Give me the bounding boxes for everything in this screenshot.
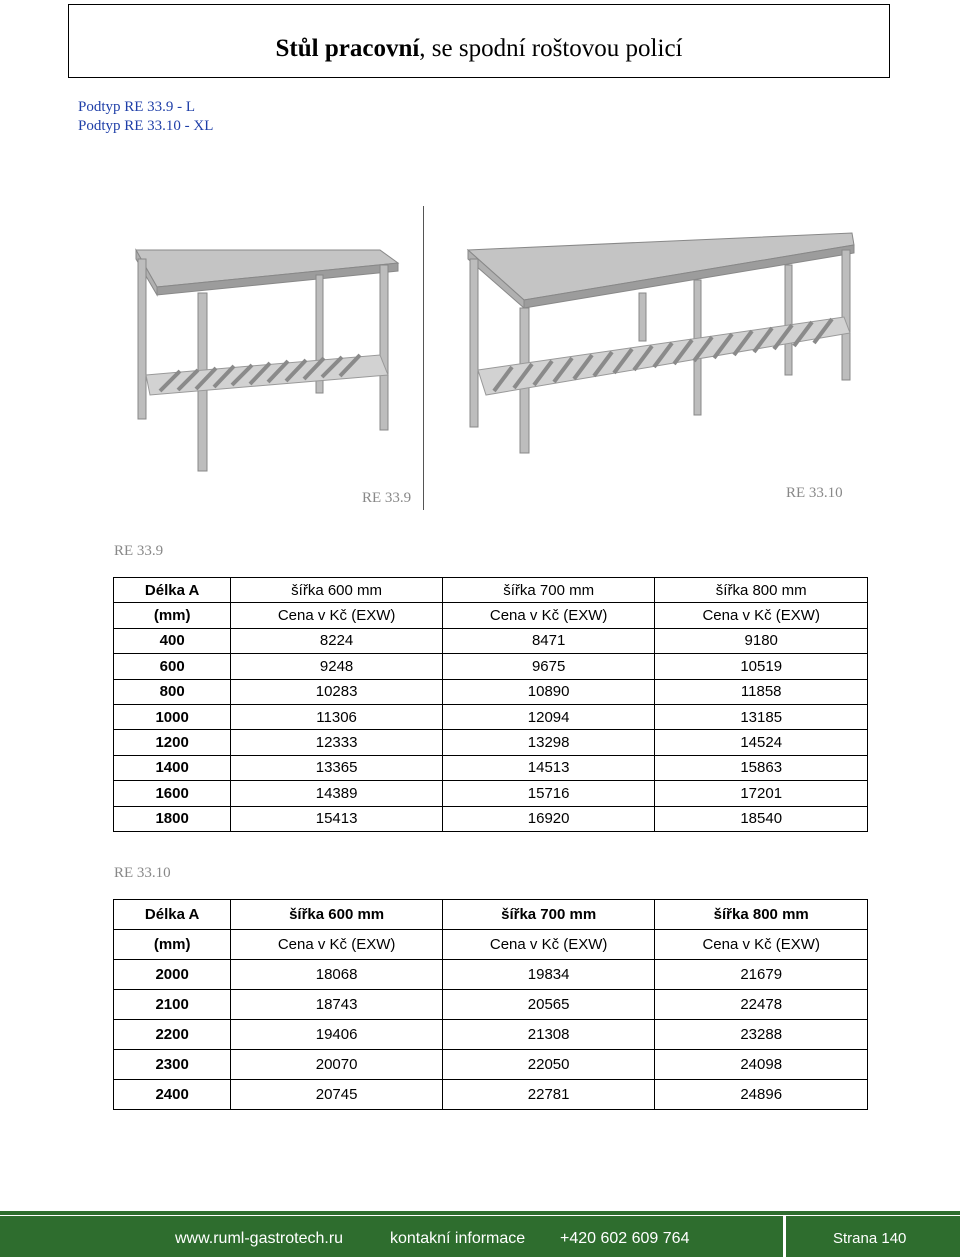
- title-bold: Stůl pracovní: [275, 35, 420, 62]
- page-number: Strana 140: [833, 1230, 907, 1247]
- price-cell: 18068: [231, 960, 443, 990]
- price-cell: 24098: [655, 1050, 868, 1080]
- table-row: [114, 704, 868, 729]
- price-cell: 11306: [231, 704, 443, 729]
- header-cell: (mm): [114, 603, 231, 628]
- section-label-re339: RE 33.9: [114, 543, 164, 559]
- table-row: [114, 628, 868, 653]
- header-cell: Cena v Kč (EXW): [655, 603, 868, 628]
- footer: [0, 1211, 960, 1257]
- price-cell: 16920: [442, 806, 655, 831]
- length-cell: 1000: [114, 704, 231, 729]
- table-row: [114, 679, 868, 704]
- table-row: [114, 806, 868, 831]
- title-rest: , se spodní roštovou policí: [419, 35, 683, 62]
- footer-website-link[interactable]: www.ruml-gastrotech.ru: [175, 1230, 344, 1247]
- header-cell: šířka 600 mm: [231, 578, 443, 603]
- price-cell: 23288: [655, 1020, 868, 1050]
- table-row: [114, 654, 868, 679]
- table-row: [114, 755, 868, 780]
- table-row: [114, 730, 868, 755]
- header-cell: Cena v Kč (EXW): [231, 930, 443, 960]
- price-cell: 10283: [231, 679, 443, 704]
- table-large-image: [462, 225, 857, 455]
- price-cell: 15863: [655, 755, 868, 780]
- price-cell: 22478: [655, 990, 868, 1020]
- price-cell: 21308: [442, 1020, 655, 1050]
- table-header-row: [114, 603, 868, 628]
- footer-contact-label: kontakní informace: [390, 1230, 526, 1247]
- price-cell: 10519: [655, 654, 868, 679]
- footer-rule: [0, 1211, 960, 1215]
- price-cell: 19834: [442, 960, 655, 990]
- table-small-image: [130, 235, 405, 475]
- length-cell: 1800: [114, 806, 231, 831]
- table-row: [114, 960, 868, 990]
- table-row: [114, 1020, 868, 1050]
- header-cell: Délka A: [114, 900, 231, 930]
- header-cell: Cena v Kč (EXW): [655, 930, 868, 960]
- length-cell: 2300: [114, 1050, 231, 1080]
- section-label-re3310: RE 33.10: [114, 865, 171, 881]
- table-row: [114, 1080, 868, 1110]
- price-cell: 14524: [655, 730, 868, 755]
- price-cell: 13298: [442, 730, 655, 755]
- header-cell: šířka 800 mm: [655, 578, 868, 603]
- footer-page-box: [786, 1216, 960, 1257]
- price-cell: 10890: [442, 679, 655, 704]
- price-cell: 21679: [655, 960, 868, 990]
- length-cell: 2200: [114, 1020, 231, 1050]
- price-cell: 9248: [231, 654, 443, 679]
- length-cell: 1200: [114, 730, 231, 755]
- price-cell: 12333: [231, 730, 443, 755]
- header-cell: šířka 700 mm: [442, 900, 655, 930]
- image-divider: [423, 206, 424, 510]
- price-cell: 22781: [442, 1080, 655, 1110]
- length-cell: 2000: [114, 960, 231, 990]
- price-cell: 14389: [231, 781, 443, 806]
- price-cell: 13185: [655, 704, 868, 729]
- price-cell: 11858: [655, 679, 868, 704]
- header-cell: (mm): [114, 930, 231, 960]
- price-cell: 17201: [655, 781, 868, 806]
- price-cell: 12094: [442, 704, 655, 729]
- price-cell: 8224: [231, 628, 443, 653]
- price-table-re339: [113, 577, 868, 832]
- footer-contact-bar: [0, 1216, 783, 1257]
- table-row: [114, 990, 868, 1020]
- length-cell: 1400: [114, 755, 231, 780]
- table-row: [114, 1050, 868, 1080]
- price-cell: 20745: [231, 1080, 443, 1110]
- price-cell: 20070: [231, 1050, 443, 1080]
- table-row: [114, 781, 868, 806]
- price-cell: 15413: [231, 806, 443, 831]
- price-cell: 14513: [442, 755, 655, 780]
- table-header-row: [114, 930, 868, 960]
- header-cell: šířka 600 mm: [231, 900, 443, 930]
- length-cell: 2100: [114, 990, 231, 1020]
- price-table-re3310: [113, 899, 868, 1110]
- table-header-row: [114, 578, 868, 603]
- header-cell: šířka 800 mm: [655, 900, 868, 930]
- header-cell: šířka 700 mm: [442, 578, 655, 603]
- length-cell: 400: [114, 628, 231, 653]
- price-cell: 24896: [655, 1080, 868, 1110]
- length-cell: 800: [114, 679, 231, 704]
- page-title: [69, 35, 889, 63]
- price-cell: 9675: [442, 654, 655, 679]
- price-cell: 19406: [231, 1020, 443, 1050]
- subtype-xl: Podtyp RE 33.10 - XL: [78, 118, 214, 134]
- title-box: [68, 4, 890, 78]
- image-caption-small: RE 33.9: [362, 490, 412, 506]
- price-cell: 15716: [442, 781, 655, 806]
- header-cell: Cena v Kč (EXW): [442, 930, 655, 960]
- length-cell: 600: [114, 654, 231, 679]
- header-cell: Cena v Kč (EXW): [231, 603, 443, 628]
- price-cell: 18743: [231, 990, 443, 1020]
- price-cell: 9180: [655, 628, 868, 653]
- price-cell: 18540: [655, 806, 868, 831]
- price-cell: 13365: [231, 755, 443, 780]
- image-caption-large: RE 33.10: [786, 485, 843, 501]
- price-cell: 20565: [442, 990, 655, 1020]
- price-cell: 8471: [442, 628, 655, 653]
- subtype-l: Podtyp RE 33.9 - L: [78, 99, 196, 115]
- header-cell: Cena v Kč (EXW): [442, 603, 655, 628]
- footer-phone: +420 602 609 764: [560, 1230, 690, 1247]
- length-cell: 1600: [114, 781, 231, 806]
- header-cell: Délka A: [114, 578, 231, 603]
- length-cell: 2400: [114, 1080, 231, 1110]
- table-header-row: [114, 900, 868, 930]
- price-cell: 22050: [442, 1050, 655, 1080]
